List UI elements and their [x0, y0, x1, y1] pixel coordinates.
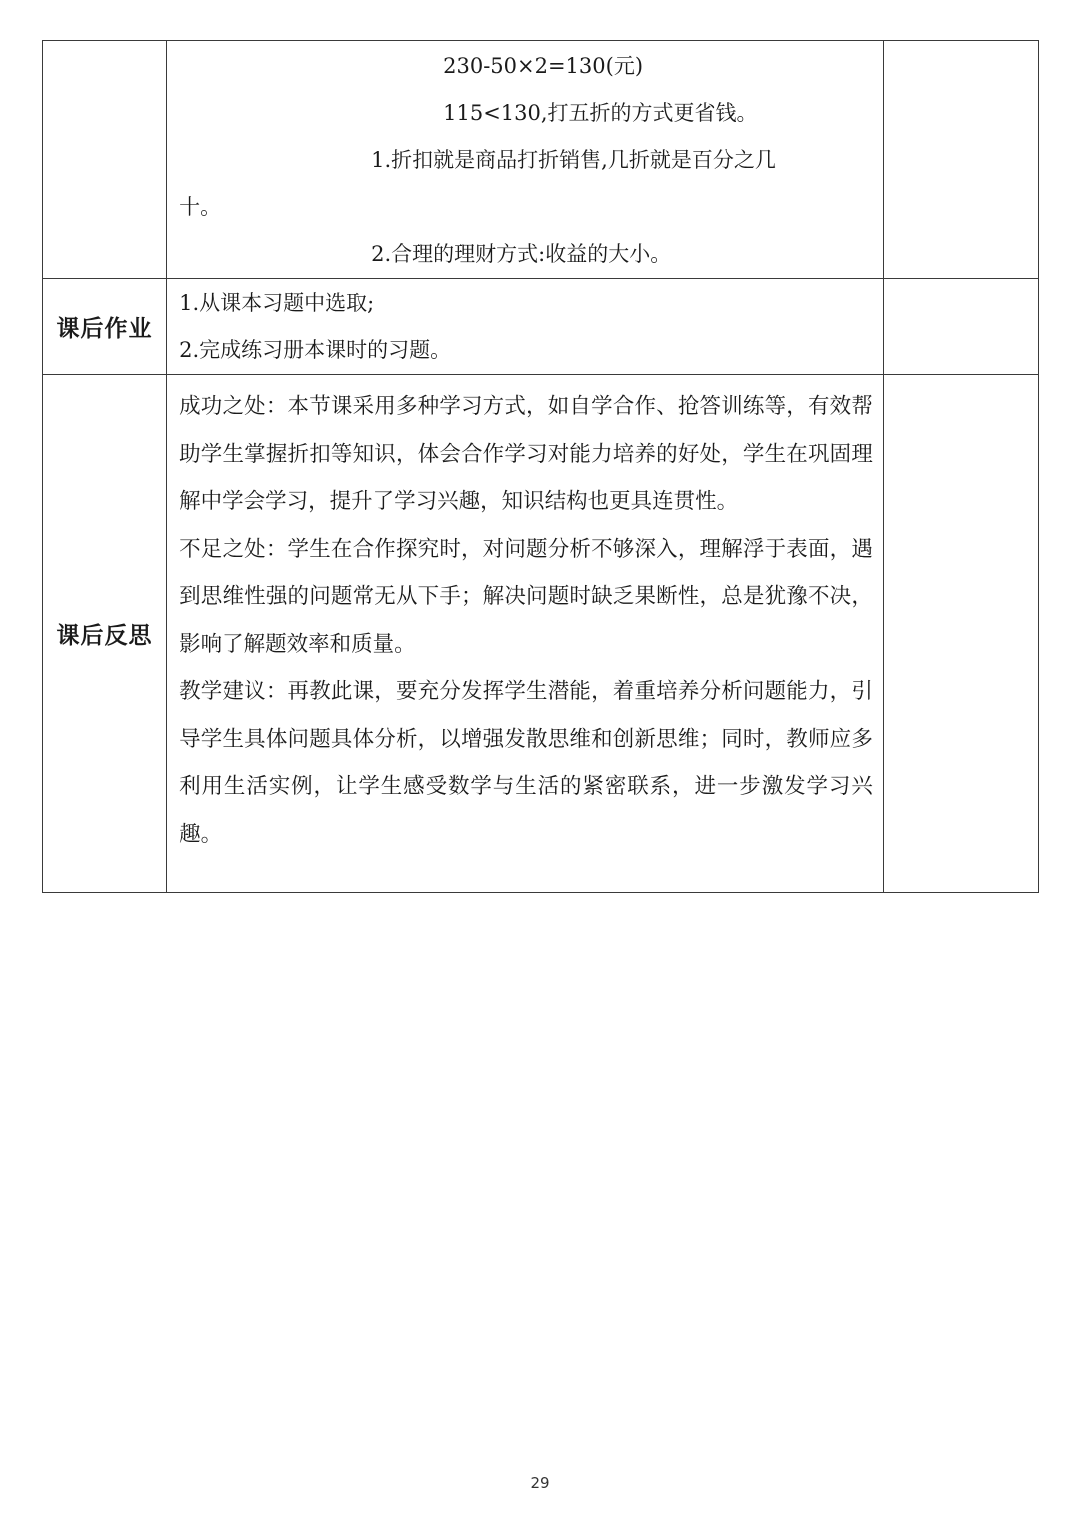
- calculation-line: 230-50×2=130(元): [443, 54, 644, 78]
- comparison-line: 115<130,打五折的方式更省钱。: [443, 101, 758, 125]
- reflection-row: [43, 375, 1039, 893]
- reflection-shortcoming-paragraph: 不足之处：学生在合作探究时，对问题分析不够深入，理解浮于表面，遇到思维性强的问题常无从下手；解决问题时缺乏果断性，总是犹豫不决，影响了解题效率和质量。: [179, 536, 873, 657]
- homework-label: 课后作业: [43, 279, 167, 375]
- reflection-label: 课后反思: [43, 375, 167, 893]
- homework-content-cell: [167, 279, 884, 375]
- summary-point-2: 2.合理的理财方式:收益的大小。: [371, 242, 672, 266]
- continuation-row: [43, 41, 1039, 279]
- homework-note-cell: [883, 279, 1038, 375]
- summary-point-1: 1.折扣就是商品打折销售,几折就是百分之几: [371, 148, 776, 172]
- reflection-success-paragraph: 成功之处：本节课采用多种学习方式，如自学合作、抢答训练等，有效帮助学生掌握折扣等知识，体会合作学习对能力培养的好处，学生在巩固理解中学会学习，提升了学习兴趣，知识结构也更具连贯性。: [179, 394, 873, 514]
- homework-item: 1.从课本习题中选取;: [179, 291, 375, 315]
- homework-item: 2.完成练习册本课时的习题。: [179, 338, 452, 362]
- continuation-content-cell: [167, 41, 884, 279]
- page-number: 29: [530, 1474, 550, 1492]
- lesson-plan-table: [42, 40, 1039, 893]
- reflection-note-cell: [883, 375, 1038, 893]
- summary-point-1-continued: 十。: [179, 195, 222, 219]
- reflection-suggestion-paragraph: 教学建议：再教此课，要充分发挥学生潜能，着重培养分析问题能力，引导学生具体问题具体分析，以增强发散思维和创新思维；同时，教师应多利用生活实例，让学生感受数学与生活的紧密联系，进一步激发学习兴趣。: [179, 679, 873, 847]
- continuation-note-cell: [883, 41, 1038, 279]
- reflection-content-cell: [167, 375, 884, 893]
- homework-row: [43, 279, 1039, 375]
- continuation-label-cell: [43, 41, 167, 279]
